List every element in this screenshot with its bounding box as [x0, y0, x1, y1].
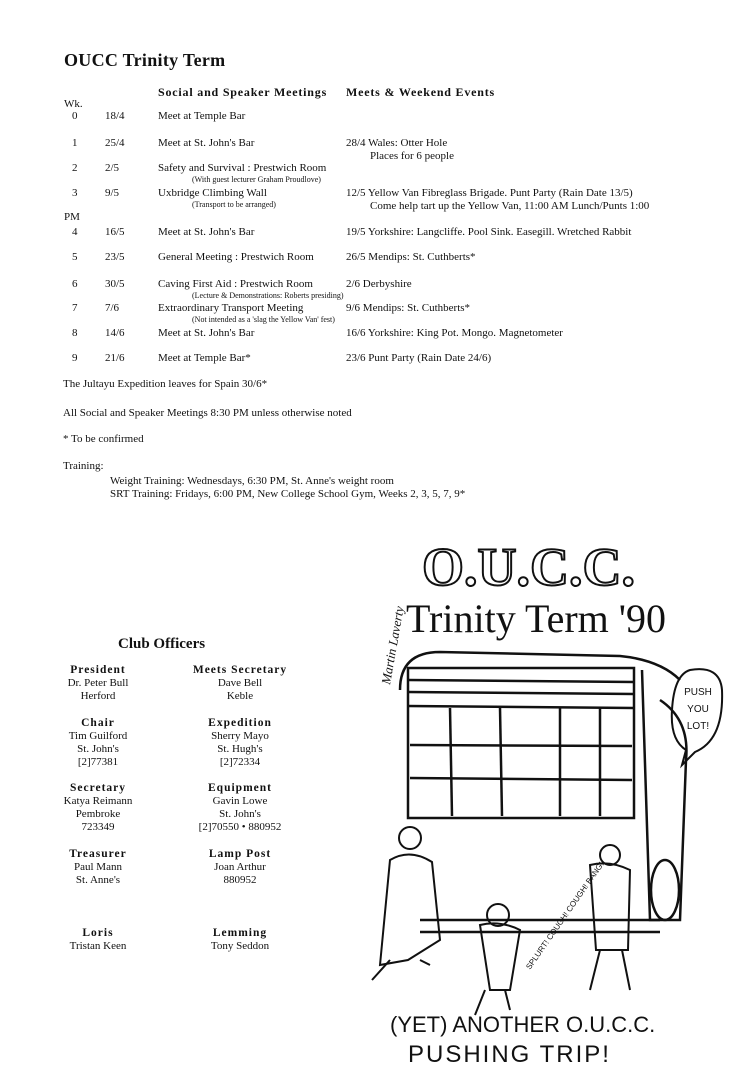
- weight-training: Weight Training: Wednesdays, 6:30 PM, St. Anne's weight room: [110, 475, 394, 487]
- weekend-event: 2/6 Derbyshire: [346, 278, 412, 290]
- officer-name: Katya Reimann: [63, 795, 133, 807]
- officer-detail: Pembroke: [75, 808, 121, 820]
- social-event: Extraordinary Transport Meeting: [158, 302, 304, 314]
- social-event: Meet at St. John's Bar: [158, 137, 255, 149]
- officer-entry: [170, 664, 310, 703]
- expedition-note: The Jultayu Expedition leaves for Spain 30/6*: [63, 378, 268, 390]
- social-event: Meet at Temple Bar: [158, 110, 246, 122]
- officer-entry: [28, 927, 168, 953]
- social-event: Uxbridge Climbing Wall: [158, 187, 267, 199]
- officer-role: Lemming: [212, 927, 268, 939]
- srt-training: SRT Training: Fridays, 6:00 PM, New College School Gym, Weeks 2, 3, 5, 7, 9*: [110, 488, 466, 500]
- week-number: 5: [72, 251, 78, 263]
- social-event: Meet at St. John's Bar: [158, 327, 255, 339]
- officer-role: Meets Secretary: [192, 664, 288, 676]
- officer-entry: [170, 717, 310, 769]
- sound-effect: SPLURT! COUGH! COUGH! BANG!: [524, 860, 606, 972]
- officer-detail: St. Hugh's: [217, 743, 263, 755]
- meeting-date: 23/5: [105, 251, 125, 263]
- art-subheading: Trinity Term '90: [406, 596, 666, 641]
- weekend-event: 19/5 Yorkshire: Langcliffe. Pool Sink. Easegill. Wretched Rabbit: [346, 226, 632, 238]
- officer-name: Tony Seddon: [210, 940, 270, 952]
- officer-role: President: [70, 664, 126, 676]
- week-label: Wk.: [64, 98, 83, 110]
- social-event-note: (Lecture & Demonstrations: Roberts presiding): [192, 291, 344, 300]
- social-event: Caving First Aid : Prestwich Room: [158, 278, 313, 290]
- column-header-social: Social and Speaker Meetings: [158, 85, 328, 99]
- officer-role: Treasurer: [69, 848, 127, 860]
- van-illustration: [400, 652, 686, 932]
- officer-entry: [170, 782, 310, 834]
- weekend-event: 26/5 Mendips: St. Cuthberts*: [346, 251, 476, 263]
- officer-detail: Keble: [226, 690, 254, 702]
- officer-entry: [170, 848, 310, 887]
- officer-detail: [2]70550 • 880952: [198, 821, 282, 833]
- meeting-date: 7/6: [105, 302, 120, 314]
- officers-title: Club Officers: [118, 636, 206, 652]
- officer-entry: [28, 664, 168, 703]
- social-event-note: (Not intended as a 'slag the Yellow Van' fest): [192, 315, 335, 324]
- officer-role: Lamp Post: [208, 848, 272, 860]
- officer-role: Equipment: [208, 782, 272, 794]
- meeting-date: 2/5: [105, 162, 120, 174]
- social-event: General Meeting : Prestwich Room: [158, 251, 314, 263]
- officer-entry: [28, 848, 168, 887]
- social-event-note: (Transport to be arranged): [192, 200, 276, 209]
- week-number: 7: [72, 302, 78, 314]
- meeting-time-note: All Social and Speaker Meetings 8:30 PM unless otherwise noted: [63, 407, 352, 419]
- art-heading: O.U.C.C.: [422, 537, 635, 597]
- officer-detail: [2]77381: [77, 756, 119, 768]
- officer-detail: Herford: [80, 690, 116, 702]
- officer-name: Joan Arthur: [214, 861, 266, 873]
- weekend-event: 28/4 Wales: Otter Hole: [346, 137, 448, 149]
- cartoon-artwork: [360, 520, 754, 1070]
- caption-line-1: (YET) ANOTHER O.U.C.C.: [390, 1012, 656, 1037]
- officer-detail: St. Anne's: [75, 874, 121, 886]
- officer-role: Secretary: [69, 782, 127, 794]
- social-event: Meet at St. John's Bar: [158, 226, 255, 238]
- speech-bubble: [672, 669, 722, 765]
- weekend-event: 16/6 Yorkshire: King Pot. Mongo. Magnetometer: [346, 327, 563, 339]
- meeting-date: 14/6: [105, 327, 125, 339]
- week-number: 8: [72, 327, 78, 339]
- officer-name: Tristan Keen: [69, 940, 127, 952]
- officer-detail: St. John's: [77, 743, 119, 755]
- cartoon-drawing: [360, 520, 754, 1070]
- svg-text:YOU: YOU: [687, 704, 709, 715]
- caption-line-2: PUSHING TRIP!: [408, 1041, 611, 1068]
- officer-detail: [2]72334: [219, 756, 261, 768]
- officer-name: Sherry Mayo: [211, 730, 269, 742]
- confirm-note: * To be confirmed: [63, 433, 144, 445]
- pm-label: PM: [64, 211, 80, 223]
- officer-entry: [170, 927, 310, 953]
- artist-signature: Martin Laverty: [378, 605, 407, 686]
- officer-role: Loris: [82, 927, 114, 939]
- week-number: 4: [72, 226, 78, 238]
- officer-detail: St. John's: [219, 808, 261, 820]
- social-event: Safety and Survival : Prestwich Room: [158, 162, 327, 174]
- officer-name: Gavin Lowe: [212, 795, 268, 807]
- week-number: 0: [72, 110, 78, 122]
- week-number: 1: [72, 137, 78, 149]
- training-label: Training:: [63, 460, 104, 472]
- weekend-event-note: Places for 6 people: [370, 150, 454, 162]
- meeting-date: 21/6: [105, 352, 125, 364]
- officer-entry: [28, 782, 168, 834]
- officer-role: Chair: [81, 717, 115, 729]
- social-event-note: (With guest lecturer Graham Proudlove): [192, 175, 321, 184]
- officer-role: Expedition: [208, 717, 272, 729]
- meeting-date: 25/4: [105, 137, 125, 149]
- week-number: 3: [72, 187, 78, 199]
- weekend-event: 23/6 Punt Party (Rain Date 24/6): [346, 352, 492, 364]
- week-number: 2: [72, 162, 78, 174]
- page-title: OUCC Trinity Term: [64, 50, 226, 70]
- officer-name: Paul Mann: [74, 861, 122, 873]
- meeting-date: 16/5: [105, 226, 125, 238]
- column-header-meets: Meets & Weekend Events: [346, 85, 496, 99]
- weekend-event: 12/5 Yellow Van Fibreglass Brigade. Punt Party (Rain Date 13/5): [346, 187, 633, 199]
- officer-entry: [28, 717, 168, 769]
- meeting-date: 30/5: [105, 278, 125, 290]
- officer-name: Tim Guilford: [68, 730, 128, 742]
- svg-text:LOT!: LOT!: [686, 721, 710, 732]
- officer-detail: 723349: [81, 821, 115, 833]
- officer-name: Dave Bell: [217, 677, 263, 689]
- social-event: Meet at Temple Bar*: [158, 352, 251, 364]
- week-number: 6: [72, 278, 78, 290]
- meeting-date: 9/5: [105, 187, 120, 199]
- meeting-date: 18/4: [105, 110, 125, 122]
- officer-detail: 880952: [223, 874, 257, 886]
- week-number: 9: [72, 352, 78, 364]
- weekend-event: 9/6 Mendips: St. Cuthberts*: [346, 302, 471, 314]
- weekend-event-note: Come help tart up the Yellow Van, 11:00 AM Lunch/Punts 1:00: [370, 200, 650, 212]
- svg-text:PUSH: PUSH: [684, 687, 712, 698]
- officer-name: Dr. Peter Bull: [67, 677, 129, 689]
